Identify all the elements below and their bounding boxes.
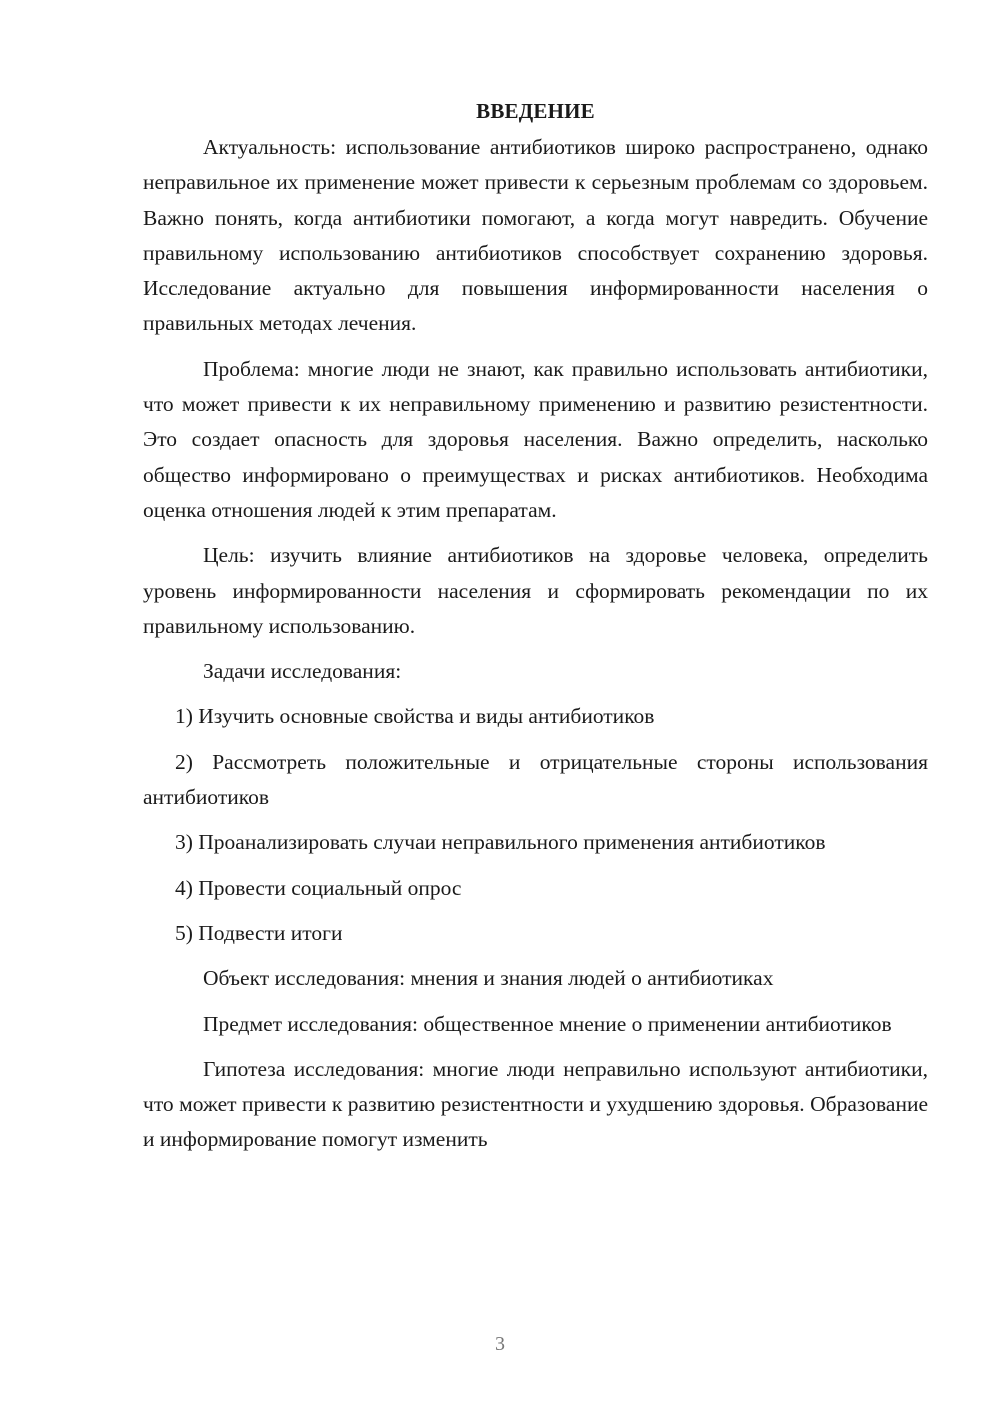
task-item-1: 1) Изучить основные свойства и виды антибиотиков [175, 704, 655, 729]
object-paragraph: Объект исследования: мнения и знания людей о антибиотиках [203, 966, 774, 991]
page-number: 3 [495, 1333, 505, 1355]
document-page [143, 96, 928, 1168]
task-item-2: 2) Рассмотреть положительные и отрицательные стороны использования антибиотиков [143, 749, 928, 810]
subject-paragraph: Предмет исследования: общественное мнение о применении антибиотиков [203, 1011, 892, 1036]
relevance-paragraph: Актуальность: использование антибиотиков широко распространено, однако неправильное их применение может привести к серьезным проблемам со здоровьем. Важно понять, когда антибиотики помогают, а когда могут навредить. Обучение правильному использованию антибиотиков способствует сохранению здоровья. Исследование актуально для повышения информированности населения о правильных методах лечения. [143, 135, 928, 336]
task-item-5: 5) Подвести итоги [175, 920, 343, 945]
task-item-3: 3) Проанализировать случаи неправильного применения антибиотиков [175, 830, 826, 855]
problem-paragraph: Проблема: многие люди не знают, как правильно использовать антибиотики, что может привести к их неправильному применению и развитию резистентности. Это создает опасность для здоровья населения. Важно определить, насколько общество информировано о преимуществах и рисках антибиотиков. Необходима оценка отношения людей к этим препаратам. [143, 356, 928, 522]
goal-paragraph: Цель: изучить влияние антибиотиков на здоровье человека, определить уровень информированности населения и сформировать рекомендации по их правильному использованию. [143, 543, 928, 638]
section-heading: ВВЕДЕНИЕ [476, 99, 595, 123]
hypothesis-paragraph: Гипотеза исследования: многие люди неправильно используют антибиотики, что может привести к развитию резистентности и ухудшению здоровья. Образование и информирование помогут изменить [143, 1056, 928, 1152]
task-item-4: 4) Провести социальный опрос [175, 875, 462, 900]
tasks-title: Задачи исследования: [203, 659, 402, 684]
